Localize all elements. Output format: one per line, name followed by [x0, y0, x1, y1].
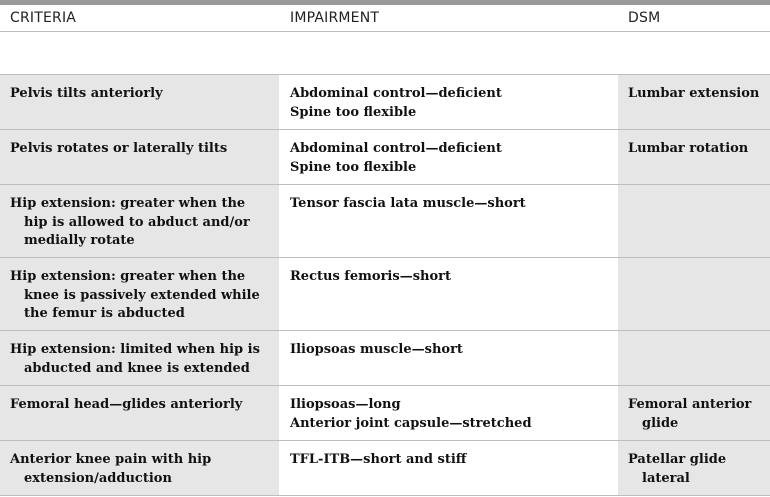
- impairment-cell: [279, 441, 618, 495]
- criteria-cell: [0, 441, 279, 495]
- dsm-line: glide: [642, 415, 679, 431]
- impairment-cell: [279, 130, 618, 184]
- criteria-line: Anterior knee pain with hip: [10, 452, 212, 467]
- dsm-cell: [618, 130, 770, 184]
- criteria-line: the femur is abducted: [24, 306, 185, 321]
- table-header: [0, 5, 770, 32]
- impairment-line: Iliopsoas—long: [290, 397, 401, 412]
- criteria-column-header: CRITERIA: [10, 10, 77, 26]
- table-row: [0, 75, 770, 130]
- table-row: [0, 130, 770, 185]
- impairment-cell: [279, 386, 618, 440]
- criteria-line: Hip extension: greater when the: [10, 269, 246, 284]
- impairment-line: Spine too flexible: [290, 159, 417, 175]
- criteria-line: knee is passively extended while: [24, 287, 260, 303]
- dsm-cell: [618, 386, 770, 440]
- criteria-cell: [0, 331, 279, 385]
- impairment-line: Anterior joint capsule—stretched: [290, 415, 532, 431]
- criteria-line: Hip extension: greater when the: [10, 196, 246, 211]
- dsm-line: lateral: [642, 470, 690, 486]
- impairment-cell: [279, 331, 618, 385]
- table-row: [0, 441, 770, 496]
- impairment-line: Iliopsoas muscle—short: [290, 342, 463, 357]
- impairment-cell: [279, 185, 618, 257]
- table-row: [0, 386, 770, 441]
- dsm-cell: [618, 441, 770, 495]
- dsm-line: Patellar glide: [628, 452, 727, 467]
- header-spacer: [0, 32, 770, 75]
- impairment-cell: [279, 258, 618, 330]
- impairment-cell: [279, 75, 618, 129]
- impairment-line: Spine too flexible: [290, 104, 417, 120]
- criteria-line: hip is allowed to abduct and/or: [24, 214, 250, 230]
- dsm-line: Lumbar extension: [628, 86, 760, 101]
- criteria-line: Pelvis rotates or laterally tilts: [10, 141, 228, 156]
- dsm-cell: [618, 75, 770, 129]
- impairment-line: Rectus femoris—short: [290, 269, 451, 284]
- criteria-cell: [0, 75, 279, 129]
- table-row: [0, 185, 770, 258]
- criteria-line: medially rotate: [24, 233, 135, 248]
- criteria-cell: [0, 386, 279, 440]
- criteria-line: extension/adduction: [24, 470, 172, 486]
- table-row: [0, 331, 770, 386]
- impairment-column-header: IMPAIRMENT: [290, 10, 380, 26]
- dsm-line: Lumbar rotation: [628, 141, 749, 156]
- criteria-cell: [0, 258, 279, 330]
- dsm-column-header: DSM: [628, 10, 661, 26]
- dsm-cell: [618, 258, 770, 330]
- table-row: [0, 258, 770, 331]
- criteria-line: Femoral head—glides anteriorly: [10, 397, 243, 412]
- impairment-line: TFL-ITB—short and stiff: [290, 452, 467, 467]
- impairment-line: Abdominal control—deficient: [290, 141, 502, 156]
- dsm-cell: [618, 185, 770, 257]
- criteria-cell: [0, 185, 279, 257]
- impairment-line: Tensor fascia lata muscle—short: [290, 196, 526, 211]
- criteria-line: abducted and knee is extended: [24, 360, 250, 376]
- criteria-line: Hip extension: limited when hip is: [10, 342, 260, 357]
- criteria-cell: [0, 130, 279, 184]
- impairment-line: Abdominal control—deficient: [290, 86, 502, 101]
- dsm-line: Femoral anterior: [628, 397, 752, 412]
- criteria-line: Pelvis tilts anteriorly: [10, 86, 163, 101]
- dsm-cell: [618, 331, 770, 385]
